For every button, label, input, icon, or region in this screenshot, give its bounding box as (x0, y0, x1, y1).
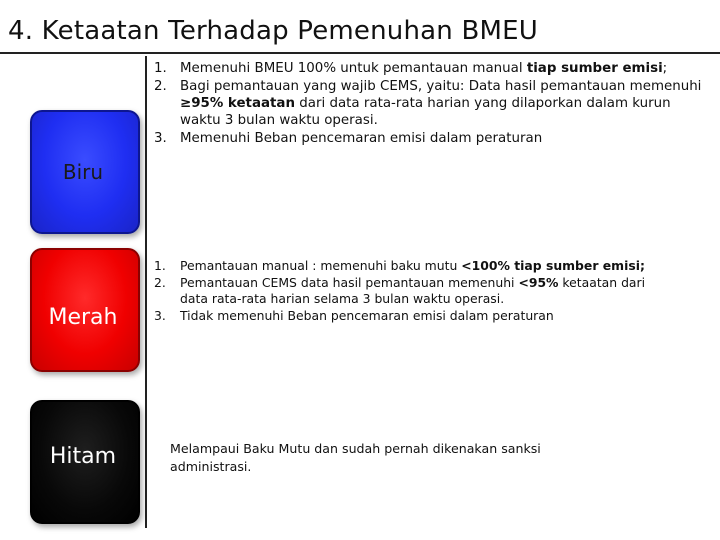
title-divider (0, 52, 720, 54)
list-number: 3. (154, 131, 167, 146)
list-number: 2. (154, 275, 166, 290)
criteria-text: ; (662, 61, 668, 76)
criteria-text: Memenuhi Beban pencemaran emisi dalam peraturan (180, 131, 543, 146)
list-item (154, 258, 654, 274)
criteria-emphasis: ≥95% ketaatan (180, 96, 296, 111)
black-criteria-text: Melampaui Baku Mutu dan sudah pernah dikenakan sanksi administrasi. (170, 441, 541, 474)
criteria-text: Pemantauan manual : memenuhi baku mutu (180, 258, 462, 273)
red-category-label: Merah (48, 305, 118, 330)
criteria-emphasis: tiap sumber emisi (526, 61, 663, 76)
list-number: 3. (154, 308, 166, 323)
red-criteria-list (154, 258, 654, 325)
criteria-text: Tidak memenuhi Beban pencemaran emisi dalam peraturan (180, 308, 554, 323)
criteria-emphasis: <100% tiap sumber emisi; (461, 258, 645, 273)
criteria-text: Bagi pemantauan yang wajib CEMS, yaitu: Data hasil pemantauan memenuhi (180, 79, 702, 94)
list-number: 1. (154, 258, 166, 273)
criteria-text: Memenuhi BMEU 100% untuk pemantauan manual (180, 61, 527, 76)
list-item (154, 60, 710, 77)
list-item (154, 78, 710, 129)
criteria-emphasis: <95% (518, 275, 559, 290)
criteria-text: Pemantauan CEMS data hasil pemantauan memenuhi (180, 275, 519, 290)
black-category-label: Hitam (49, 444, 117, 469)
list-item (154, 130, 710, 147)
slide-title: 4. Ketaatan Terhadap Pemenuhan BMEU (8, 16, 538, 46)
list-number: 1. (154, 61, 167, 76)
list-item (154, 308, 654, 324)
column-divider (145, 56, 147, 528)
list-number: 2. (154, 79, 167, 94)
blue-category-label: Biru (62, 160, 104, 184)
list-item (154, 275, 654, 307)
criteria-text: dari data rata-rata harian yang dilaporkan dalam kurun waktu 3 bulan waktu operasi. (180, 96, 671, 128)
blue-criteria-list (154, 60, 710, 148)
criteria-text: ketaatan dari data rata-rata harian selama 3 bulan waktu operasi. (180, 275, 646, 306)
